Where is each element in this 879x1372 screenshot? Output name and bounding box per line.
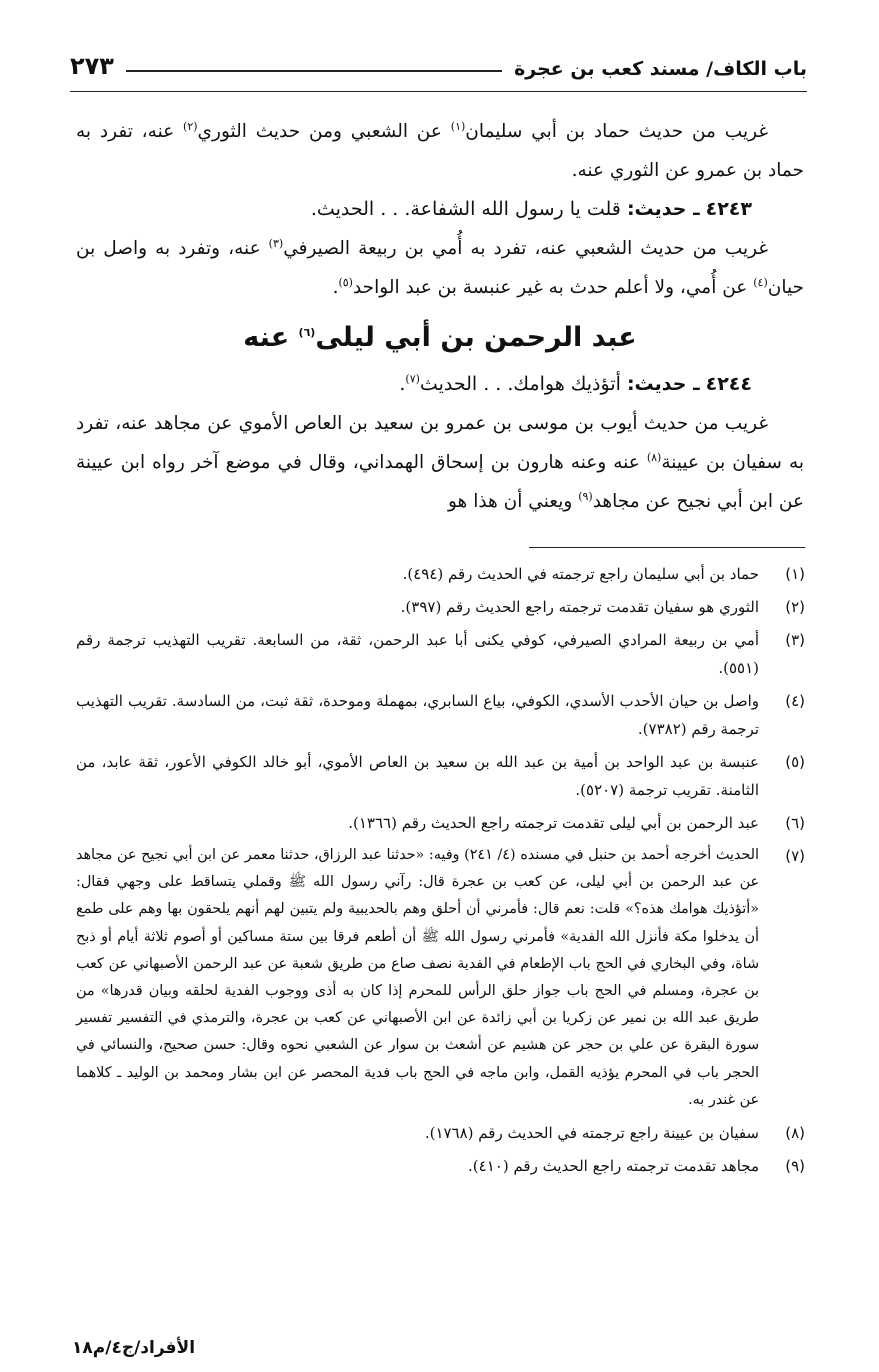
footnote-ref-8: (٨) [646, 450, 662, 464]
header-underline [126, 70, 502, 72]
text-run: عنه وعنه هارون بن إسحاق الهمداني، وقال في موضع آخر رواه ابن عيينة عن ابن أبي نجيح عن مجاهد [76, 452, 804, 512]
paragraph-3 [76, 404, 804, 521]
footnote-text: الثوري هو سفيان تقدمت ترجمته راجع الحديث رقم (٣٩٧). [400, 598, 759, 616]
text-run: غريب من حديث الشعبي عنه، تفرد به أُمي بن ربيعة الصيرفي [283, 238, 768, 259]
text-run: . [399, 373, 406, 395]
footnote-ref-4: (٤) [753, 275, 768, 289]
footnote-number: (٦) [785, 814, 805, 832]
text-run: عن أُمي، ولا أعلم حدث به غير عنبسة بن عبد الواحد [352, 277, 754, 298]
heading-text: عبد الرحمن بن أبي ليلى [315, 322, 637, 353]
section-heading [76, 311, 804, 365]
footnote-number: (٨) [785, 1124, 805, 1143]
header-title: باب الكاف/ مسند كعب بن عجرة [514, 58, 807, 80]
text-run: عنه، تفرد به حماد بن عمرو عن الثوري عنه. [76, 121, 804, 181]
hadith-4243 [76, 190, 804, 229]
text-run: ويعني أن هذا هو [448, 491, 579, 512]
footnote-ref-3: (٣) [268, 236, 284, 250]
footnote-ref-6: (٦) [298, 326, 316, 339]
footnote [76, 1119, 805, 1147]
footnote [76, 842, 805, 1114]
signature-mark: الأفراد/ج٤/م١٨ [72, 1338, 196, 1358]
paragraph-2 [76, 229, 804, 307]
text-run: . [332, 277, 339, 298]
footnote-number: (٢) [785, 598, 805, 616]
footnote [76, 809, 805, 837]
footnote-separator [529, 547, 805, 548]
heading-text: عنه [243, 322, 299, 353]
footnote-text: عبد الرحمن بن أبي ليلى تقدمت ترجمته راجع الحديث رقم (١٣٦٦). [348, 814, 759, 832]
text-run: عنه، وتفرد به واصل بن حيان [76, 238, 804, 298]
footnote-text: أمي بن ربيعة المرادي الصيرفي، كوفي يكنى أبا عبد الرحمن، ثقة، من السابعة. تقريب التهذيب ترجمة رقم (٥٥١). [76, 631, 759, 677]
footnote-number: (٩) [785, 1157, 805, 1176]
hadith-number: ٤٢٤٣ [705, 198, 752, 220]
footnote-ref-9: (٩) [578, 489, 593, 503]
hadith-number: ٤٢٤٤ [705, 373, 752, 395]
footnote [76, 626, 805, 682]
footnote-text: مجاهد تقدمت ترجمته راجع الحديث رقم (٤١٠). [468, 1157, 759, 1176]
footnote [76, 593, 805, 621]
footnote-number: (٤) [785, 692, 805, 710]
text-run: عن الشعبي ومن حديث الثوري [197, 121, 451, 142]
footnote-number: (٥) [785, 753, 805, 771]
hadith-text: قلت يا رسول الله الشفاعة. . . الحديث. [310, 198, 627, 220]
page-number: ٢٧٣ [70, 52, 114, 80]
footnote-text: الحديث أخرجه أحمد بن حنبل في مسنده (٤/ ٢٤١) وفيه: «حدثنا عبد الرزاق، حدثنا معمر عن ابن أبي نجيح عن مجاهد عن عبد الرحمن بن أبي ليلى، عن كعب بن عجرة قال: رآني رسول الله ﷺ وقملي يتساقط على وجهي فقال: «أتؤذيك هوامك هذه؟» قلت: نعم قال: فأمرني أن أحلق وهم بالحديبية ولم يتبين لهم أنهم يلحقون بها وهم على طمع أن يدخلوا مكة فأنزل الله الفدية» فأمرني رسول الله ﷺ أن أطعم فرقا بين ستة مساكين أو أصوم ثلاثة أيام أو ذبح شاة، وفي البخاري في الحج باب الإطعام في الفدية نصف صاع من طريق شعبة عن عبد الرحمن الأصبهاني عن كعب بن عجرة، ومسلم في الحج باب جواز حلق الرأس للمحرم إذا كان به أذى ووجوب الفدية لحلقه وبيان قدرها» من طريق عبد الله بن نمير عن زكريا بن أبي زائدة عن ابن الأصبهاني عن كعب بن عجرة، والترمذي في التفسير تفسير سورة البقرة عن علي بن حجر عن هشيم عن أشعث بن سوار عن الشعبي نحوه وقال: حسن صحيح، والنسائي في الحجر باب في المحرم يؤذيه القمل، وابن ماجه في الحج باب فدية المحصر عن ابن بشار ومحمد بن الوليد ـ كلاهما عن غندر به. [76, 847, 759, 1108]
footnote-ref-2: (٢) [183, 119, 198, 133]
main-text [76, 112, 804, 521]
footnotes [76, 560, 805, 1185]
hadith-4244 [76, 365, 804, 404]
footnote-ref-7: (٧) [405, 372, 420, 386]
footnote-ref-5: (٥) [338, 275, 353, 289]
footnote-text: عنبسة بن عبد الواحد بن أمية بن عبد الله بن سعيد بن العاص الأموي، أبو خالد الكوفي الأعور، ثقة عابد، من الثامنة. تقريب ترجمة (٥٢٠٧). [76, 753, 759, 799]
footnote-text: سفيان بن عيينة راجع ترجمته في الحديث رقم (١٧٦٨). [424, 1124, 759, 1143]
hadith-label: ـ حديث: [626, 373, 700, 395]
footnote-text: حماد بن أبي سليمان راجع ترجمته في الحديث رقم (٤٩٤). [402, 565, 759, 583]
footnote-ref-1: (١) [450, 119, 466, 133]
footnote [76, 687, 805, 743]
hadith-text: أتؤذيك هوامك. . . الحديث [419, 373, 627, 395]
footnote-number: (٣) [785, 631, 805, 649]
running-header [70, 40, 807, 80]
footnote-number: (١) [785, 565, 805, 583]
footnote [76, 748, 805, 804]
header-rule [70, 91, 807, 92]
paragraph-1 [76, 112, 804, 190]
footnote-number: (٧) [785, 847, 805, 865]
footnote [76, 560, 805, 588]
footnote-text: واصل بن حيان الأحدب الأسدي، الكوفي، بياع السابري، بمهملة وموحدة، ثقة ثبت، من السادسة. تقريب التهذيب ترجمة رقم (٧٣٨٢). [76, 692, 759, 738]
hadith-label: ـ حديث: [626, 198, 700, 220]
footnote [76, 1152, 805, 1180]
text-run: غريب من حديث أيوب بن موسى بن عمرو بن سعيد بن العاص الأموي عن مجاهد عنه، تفرد به سفيان بن عيينة [76, 413, 805, 473]
text-run: غريب من حديث حماد بن أبي سليمان [465, 121, 768, 142]
